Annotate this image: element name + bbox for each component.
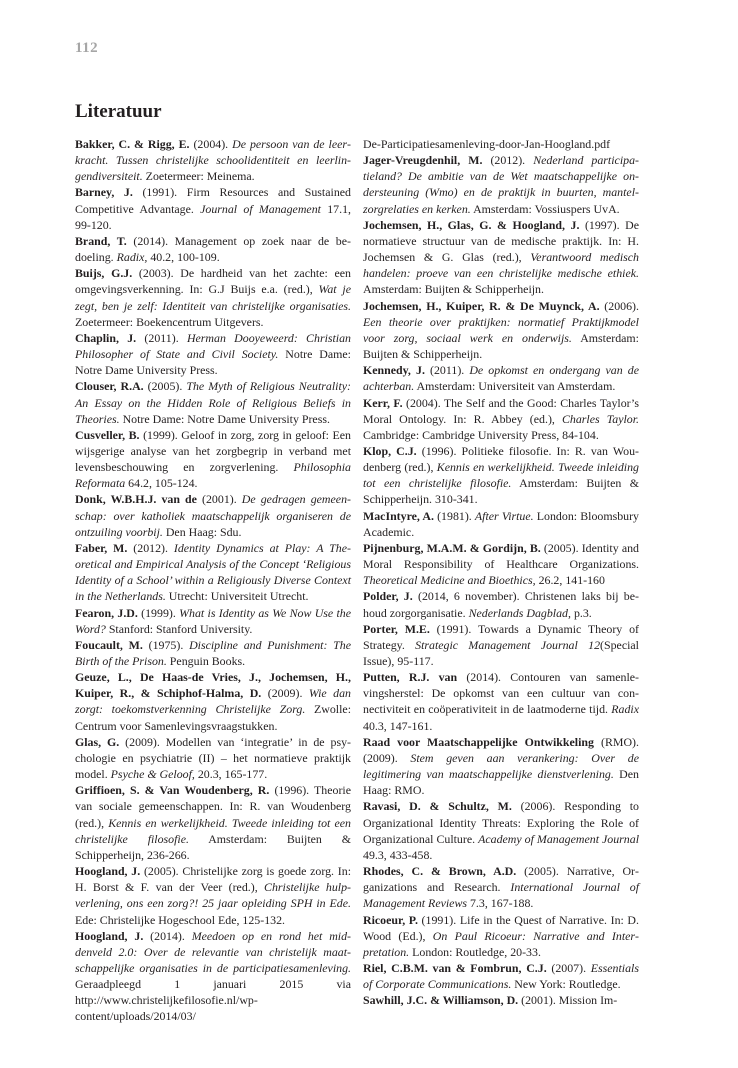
reference-entry: Clouser, R.A. (2005). The Myth of Religious Neutrality: An Essay on the Hidden Role of Religious Beliefs in Theories. Notre Dame: Notre Dame University Press.: [75, 379, 351, 426]
reference-entry: Klop, C.J. (1996). Politieke filosofie. In: R. van Woudenberg (red.), Kennis en werkelijkheid. Tweede inleiding tot een christelijke filosofie. Amsterdam: Buijten & Schipperheijn. 310-341.: [363, 443, 640, 507]
reference-entry: Kennedy, J. (2011). De opkomst en ondergang van de achterban. Amsterdam: Universiteit van Amsterdam.: [363, 363, 639, 394]
reference-entry: Faber, M. (2012). Identity Dynamics at Play: A Theoretical and Empirical Analysis of the Concept ‘Religious Identity of a School’ within a Religiously Diverse Context in the Netherlands. Utrecht: Universiteit Utrecht.: [75, 540, 351, 604]
reference-entry: Jochemsen, H., Glas, G. & Hoogland, J. (1997). De normatieve structuur van de medische praktijk. In: H. Jochemsen & G. Glas (red.), Verantwoord medisch handelen: proeve van een christelijke medische ethiek. Amsterdam: Buijten & Schipperheijn.: [363, 217, 640, 297]
reference-entry: Polder, J. (2014, 6 november). Christenen laks bij behoud zorgorganisatie. Nederlands Dagblad, p.3.: [363, 589, 639, 620]
reference-entry: Barney, J. (1991). Firm Resources and Sustained Competitive Advantage. Journal of Management 17.1, 99-120.: [75, 185, 351, 232]
reference-entry: Sawhill, J.C. & Williamson, D. (2001). Mission Im-: [363, 993, 618, 1008]
reference-entry: Ricoeur, P. (1991). Life in the Quest of Narrative. In: D. Wood (Ed.), On Paul Ricoeur: Narrative and Interpretation. London: Routledge, 20-33.: [363, 912, 639, 959]
reference-entry: Porter, M.E. (1991). Towards a Dynamic Theory of Strategy. Strategic Management Journal 12(Special Issue), 95-117.: [363, 621, 639, 668]
reference-entry: Pijnenburg, M.A.M. & Gordijn, B. (2005). Identity and Moral Responsibility of Healthcare Organizations. Theoretical Medicine and Bioethics, 26.2, 141-160: [363, 540, 639, 588]
reference-entry: Kerr, F. (2004). The Self and the Good: Charles Taylor’s Moral Ontology. In: R. Abbey (ed.), Charles Taylor. Cambridge: Cambridge University Press, 84-104.: [363, 395, 640, 442]
reference-entry: Rhodes, C. & Brown, A.D. (2005). Narrative, Organizations and Research. International Journal of Management Reviews 7.3, 167-188.: [363, 864, 640, 911]
reference-entry: Foucault, M. (1975). Discipline and Punishment: The Birth of the Prison. Penguin Books.: [75, 637, 351, 668]
reference-entry: Griffioen, S. & Van Woudenberg, R. (1996). Theorie van sociale gemeenschappen. In: R. van Woudenberg (red.), Kennis en werkelijkheid. Tweede inleiding tot een christelijke filosofie. Amsterdam: Buijten & Schipperheijn, 236-266.: [75, 783, 351, 862]
page-number: 112: [75, 40, 99, 56]
reference-entry: MacIntyre, A. (1981). After Virtue. London: Bloomsbury Academic.: [363, 508, 640, 539]
references-right-column: [363, 136, 639, 1008]
reference-entry: Cusveller, B. (1999). Geloof in zorg, zorg in geloof: Een wijsgerige analyse van het zorgbegrip in verband met levensbeschouwing en zorgverlening. Philosophia Reformata 64.2, 105-124.: [75, 427, 351, 491]
reference-entry: Ravasi, D. & Schultz, M. (2006). Responding to Organizational Identity Threats: Exploring the Role of Organizational Culture. Academy of Management Journal 49.3, 433-458.: [363, 799, 639, 862]
reference-entry: Glas, G. (2009). Modellen van ‘integratie’ in de psychologie en psychiatrie (II) – het normatieve praktijk model. Psyche & Geloof, 20.3, 165-177.: [75, 734, 351, 782]
reference-entry: Brand, T. (2014). Management op zoek naar de bedoeling. Radix, 40.2, 100-109.: [75, 233, 352, 265]
references-left-column: [75, 136, 351, 1025]
reference-entry: Donk, W.B.H.J. van de (2001). De gedragen gemeenschap: over katholiek maatschappelijk organiseren de ontzuiling voorbij. Den Haag: Sdu.: [75, 492, 351, 539]
reference-entry: Bakker, C. & Rigg, E. (2004). De persoon van de leerkracht. Tussen christelijke schoolidentiteit en leerlingendiversiteit. Zoetermeer: Meinema.: [75, 137, 351, 184]
reference-entry: Jochemsen, H., Kuiper, R. & De Muynck, A. (2006). Een theorie over praktijken: normatief Praktijkmodel voor zorg, sociaal werk en onderwijs. Amsterdam: Buijten & Schipperheijn.: [363, 298, 639, 362]
reference-entry: Hoogland, J. (2014). Meedoen op en rond het middenveld 2.0: Over de relevantie van christelijk maatschappelijke organisaties in de participatiesamenleving. Geraadpleegd 1 januari 2015 via http://www.christelijkefilosofie.nl/wp-content/uploads/2014/03/: [75, 928, 352, 1024]
reference-entry: Riel, C.B.M. van & Fombrun, C.J. (2007). Essentials of Corporate Communications. New York: Routledge.: [363, 960, 639, 992]
reference-entry: Fearon, J.D. (1999). What is Identity as We Now Use the Word? Stanford: Stanford University.: [75, 605, 352, 636]
reference-entry: Geuze, L., De Haas-de Vries, J., Jochemsen, H., Kuiper, R., & Schiphof-Halma, D. (2009). Wie dan zorgt: toekomstverkenning Christelijke Zorg. Zwolle: Centrum voor Samenlevingsvraagstukken.: [75, 670, 351, 733]
reference-entry: Raad voor Maatschappelijke Ontwikkeling (RMO). (2009). Stem geven aan verankering: Over de legitimering van maatschappelijke dienstverlening. Den Haag: RMO.: [363, 734, 639, 798]
reference-entry: Chaplin, J. (2011). Herman Dooyeweerd: Christian Philosopher of State and Civil Society. Notre Dame: Notre Dame University Press.: [75, 330, 351, 378]
reference-entry: Hoogland, J. (2005). Christelijke zorg is goede zorg. In: H. Borst & F. van der Veer (red.), Christelijke hulpverlening, ons een zorg?! 25 jaar opleiding SPH in Ede. Ede: Christelijke Hogeschool Ede, 125-132.: [75, 864, 351, 927]
section-heading: Literatuur: [75, 101, 162, 122]
reference-entry-continued: De-Participatiesamenleving-door-Jan-Hoogland.pdf: [363, 137, 611, 151]
reference-entry: Buijs, G.J. (2003). De hardheid van het zachte: een omgevingsverkenning. In: G.J Buijs e.a. (red.), Wat je zegt, ben je zelf: Identiteit van christelijke organisaties. Zoetermeer: Boekencentrum Uitgevers.: [75, 266, 351, 329]
reference-entry: Putten, R.J. van (2014). Contouren van samenlevingsherstel: De opkomst van een cultuur van connectiviteit en coöperativiteit in de laatmoderne tijd. Radix 40.3, 147-161.: [363, 670, 639, 733]
reference-entry: Jager-Vreugdenhil, M. (2012). Nederland participatieland? De ambitie van de Wet maatschappelijke ondersteuning (Wmo) en de praktijk in buurten, mantelzorgrelaties en kerken. Amsterdam: Vossiuspers UvA.: [363, 153, 639, 216]
